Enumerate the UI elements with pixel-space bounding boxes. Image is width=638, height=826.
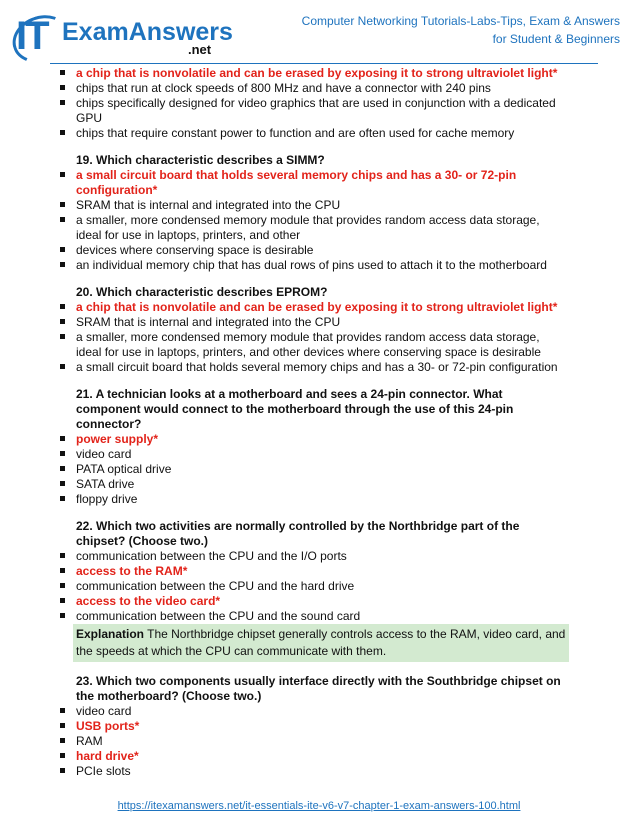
- question-19-options: [0, 168, 638, 273]
- answer-option: video card: [76, 447, 568, 462]
- explanation-label: Explanation: [76, 627, 145, 641]
- correct-answer-option: a small circuit board that holds several memory chips and has a 30- or 72-pin configuration*: [76, 168, 568, 198]
- question-23: 23. Which two components usually interface directly with the Southbridge chipset on the motherboard? (Choose two.): [76, 674, 561, 703]
- header-divider: [50, 63, 598, 64]
- main-content: [0, 66, 638, 779]
- question-23-options: [0, 704, 638, 779]
- correct-answer-option: access to the RAM*: [76, 564, 568, 579]
- answer-option: chips specifically designed for video graphics that are used in conjunction with a dedicated GPU: [76, 96, 568, 126]
- answer-option: floppy drive: [76, 492, 568, 507]
- answer-option: devices where conserving space is desirable: [76, 243, 568, 258]
- top-options-list: [0, 66, 638, 141]
- footer-url-link[interactable]: https://itexamanswers.net/it-essentials-ite-v6-v7-chapter-1-exam-answers-100.html: [117, 800, 521, 812]
- question-20: 20. Which characteristic describes EPROM?: [76, 285, 328, 299]
- correct-answer-option: a chip that is nonvolatile and can be erased by exposing it to strong ultraviolet light*: [76, 300, 568, 315]
- answer-option: video card: [76, 704, 568, 719]
- question-22: 22. Which two activities are normally controlled by the Northbridge part of the chipset? (Choose two.): [76, 519, 520, 548]
- question-19: 19. Which characteristic describes a SIMM?: [76, 153, 325, 167]
- logo-answers: Answers: [128, 18, 233, 46]
- answer-option: SATA drive: [76, 477, 568, 492]
- correct-answer-option: hard drive*: [76, 749, 568, 764]
- answer-option: chips that require constant power to function and are often used for cache memory: [76, 126, 568, 141]
- answer-option: a smaller, more condensed memory module that provides random access data storage, ideal for use in laptops, printers, and other devices where conserving space is desirable: [76, 330, 568, 360]
- answer-option: SRAM that is internal and integrated into the CPU: [76, 198, 568, 213]
- answer-option: communication between the CPU and the I/O ports: [76, 549, 568, 564]
- site-logo[interactable]: [10, 12, 233, 60]
- tagline-line-2: for Student & Beginners: [492, 32, 620, 46]
- answer-option: a small circuit board that holds several memory chips and has a 30- or 72-pin configuration: [76, 360, 568, 375]
- answer-option: PCIe slots: [76, 764, 568, 779]
- answer-option: a smaller, more condensed memory module that provides random access data storage, ideal for use in laptops, printers, and other: [76, 213, 568, 243]
- tagline-line-1: Computer Networking Tutorials-Labs-Tips, Exam & Answers: [301, 14, 620, 28]
- correct-answer-option: USB ports*: [76, 719, 568, 734]
- question-21-options: [0, 432, 638, 507]
- header-tagline: [290, 12, 620, 48]
- correct-answer-option: a chip that is nonvolatile and can be erased by exposing it to strong ultraviolet light*: [76, 66, 568, 81]
- question-22-options: [0, 549, 638, 624]
- answer-option: communication between the CPU and the hard drive: [76, 579, 568, 594]
- answer-option: RAM: [76, 734, 568, 749]
- answer-option: chips that run at clock speeds of 800 MHz and have a connector with 240 pins: [76, 81, 568, 96]
- logo-net: .net: [188, 42, 212, 57]
- correct-answer-option: access to the video card*: [76, 594, 568, 609]
- question-20-options: [0, 300, 638, 375]
- logo-exam: Exam: [62, 18, 129, 46]
- answer-option: an individual memory chip that has dual rows of pins used to attach it to the motherboard: [76, 258, 568, 273]
- correct-answer-option: power supply*: [76, 432, 568, 447]
- question-21: 21. A technician looks at a motherboard and sees a 24-pin connector. What component would connect to the motherboard through the use of this 24-pin connector?: [76, 387, 514, 431]
- answer-option: PATA optical drive: [76, 462, 568, 477]
- answer-option: communication between the CPU and the sound card: [76, 609, 568, 624]
- logo-it: IT: [16, 14, 48, 58]
- explanation-text: The Northbridge chipset generally controls access to the RAM, video card, and the speeds at which the CPU can communicate with them.: [76, 627, 566, 658]
- answer-option: SRAM that is internal and integrated into the CPU: [76, 315, 568, 330]
- explanation-box: [73, 624, 569, 662]
